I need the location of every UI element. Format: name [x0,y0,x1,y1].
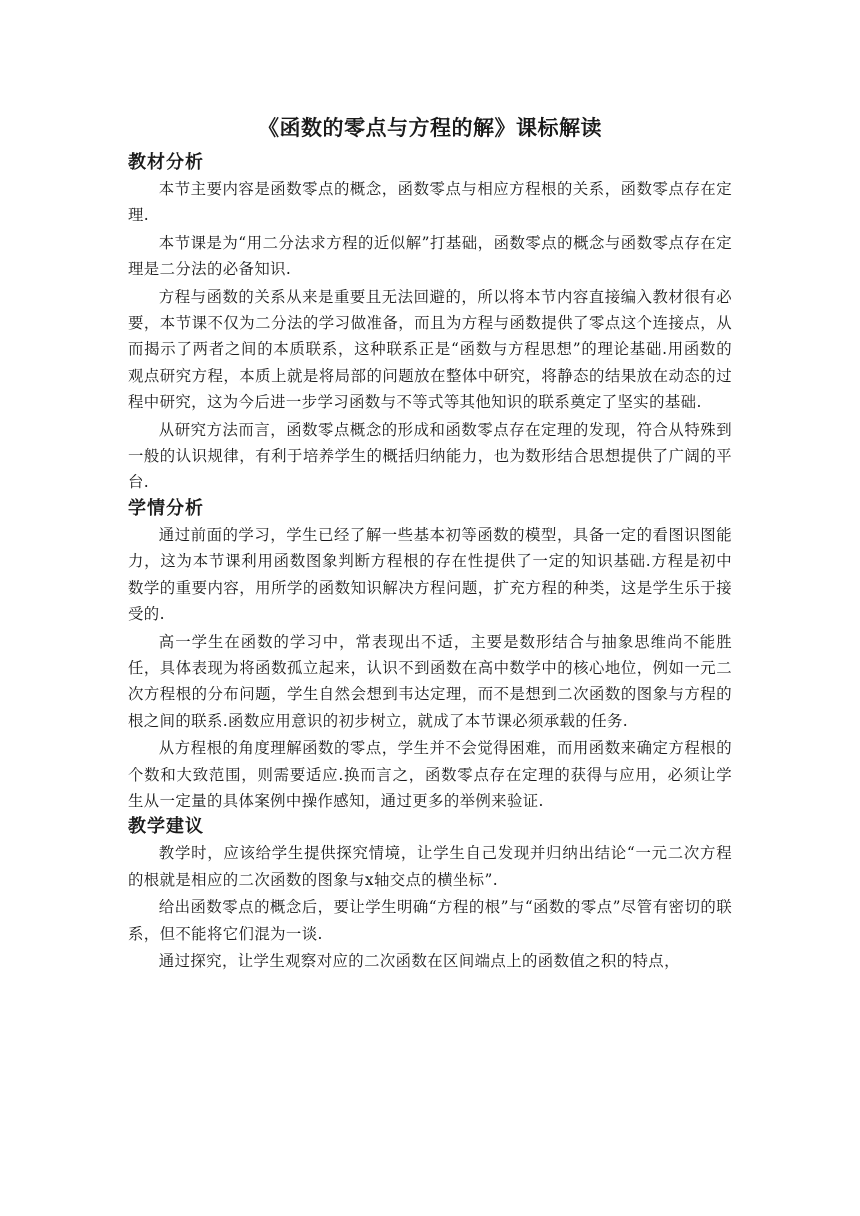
paragraph: 通过探究，让学生观察对应的二次函数在区间端点上的函数值之积的特点， [158,951,680,970]
section-heading: 学情分析 [128,497,204,519]
paragraph: 高一学生在函数的学习中，常表现出不适，主要是数形结合与抽象思维尚不能胜任，具体表现为将函数孤立起来，认识不到函数在高中数学中的核心地位，例如一元二次方程根的分布问题，学生自然会想到韦达定理，而不是想到二次函数的图象与方程的根之间的联系.函数应用意识的初步树立，就成了本节课必须承载的任务. [128,632,732,730]
section-heading: 教学建议 [128,816,204,838]
paragraph: 从方程根的角度理解函数的零点，学生并不会觉得困难，而用函数来确定方程根的个数和大致范围，则需要适应.换而言之，函数零点存在定理的获得与应用，必须让学生从一定量的具体案例中操作感知，通过更多的举例来验证. [128,739,732,810]
document-page [128,112,732,974]
section-teaching-suggestions [128,814,732,974]
paragraph: 给出函数零点的概念后，要让学生明确“方程的根”与“函数的零点”尽管有密切的联系，但不能将它们混为一谈. [128,898,732,943]
paragraph: 教学时，应该给学生提供探究情境，让学生自己发现并归纳出结论“一元二次方程的根就是相应的二次函数的图象与x轴交点的横坐标”. [128,844,732,889]
section-textbook-analysis [128,150,732,496]
paragraph: 方程与函数的关系从来是重要且无法回避的，所以将本节内容直接编入教材很有必要，本节课不仅为二分法的学习做准备，而且为方程与函数提供了零点这个连接点，从而揭示了两者之间的本质联系，这种联系正是“函数与方程思想”的理论基础.用函数的观点研究方程，本质上就是将局部的问题放在整体中研究，将静态的结果放在动态的过程中研究，这为今后进一步学习函数与不等式等其他知识的联系奠定了坚实的基础. [128,287,732,412]
paragraph: 从研究方法而言，函数零点概念的形成和函数零点存在定理的发现，符合从特殊到一般的认识规律，有利于培养学生的概括归纳能力，也为数形结合思想提供了广阔的平台. [128,420,732,492]
document-title: 《函数的零点与方程的解》课标解读 [258,116,602,140]
section-heading: 教材分析 [128,152,204,173]
paragraph: 通过前面的学习，学生已经了解一些基本初等函数的模型，具备一定的看图识图能力，这为本节课利用函数图象判断方程根的存在性提供了一定的知识基础.方程是初中数学的重要内容，用所学的函数知识解决方程问题，扩充方程的种类，这是学生乐于接受的. [128,525,732,624]
paragraph: 本节课是为“用二分法求方程的近似解”打基础，函数零点的概念与函数零点存在定理是二分法的必备知识. [128,233,732,279]
section-student-analysis [128,496,732,814]
paragraph: 本节主要内容是函数零点的概念，函数零点与相应方程根的关系，函数零点存在定理. [128,180,732,225]
